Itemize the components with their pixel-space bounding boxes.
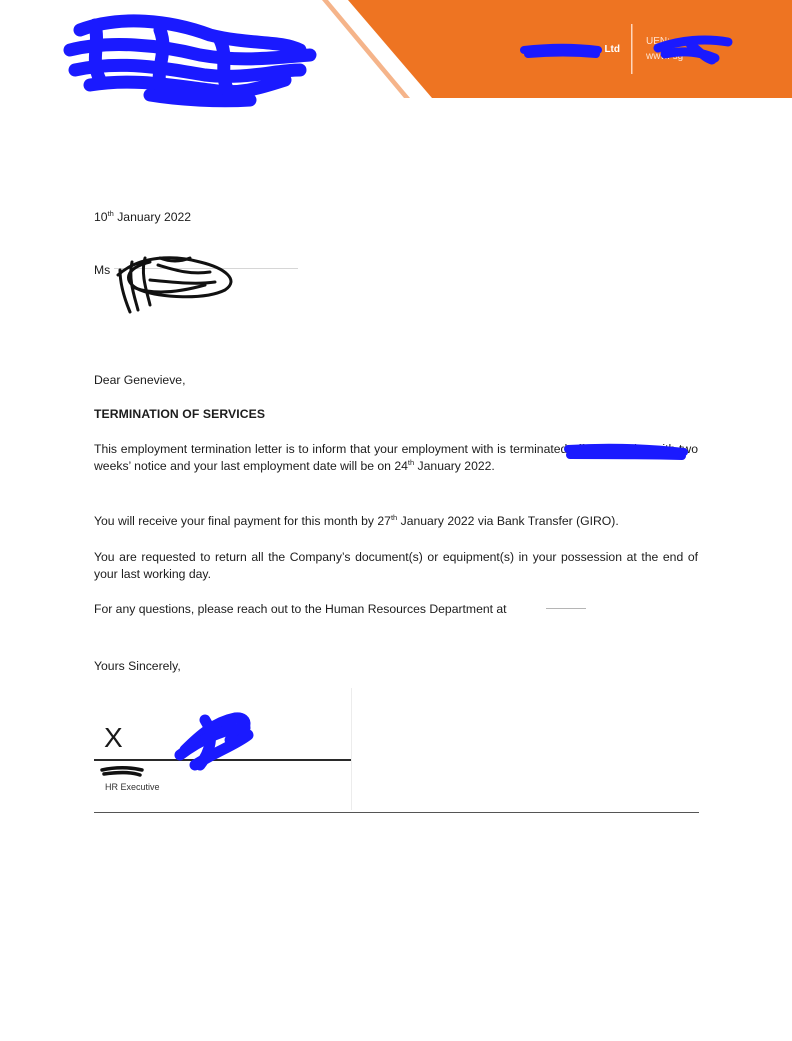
recipient-redaction: [118, 258, 231, 312]
salutation: Dear Genevieve,: [94, 373, 186, 387]
recipient-name: Ms: [94, 263, 111, 277]
recipient-underline: [114, 268, 298, 269]
closing: Yours Sincerely,: [94, 659, 181, 673]
signature-line: [94, 759, 351, 761]
signature-x-mark: X: [104, 722, 123, 753]
return-equipment-paragraph: You are requested to return all the Company’s document(s) or equipment(s) in your possession at the end of your last working day.: [94, 550, 698, 581]
letter-date: 10th January 2022: [94, 208, 192, 224]
signatory-title: HR Executive: [105, 782, 160, 792]
hr-contact-line: [546, 608, 586, 609]
letter-subject: TERMINATION OF SERVICES: [94, 407, 266, 421]
bottom-rule: [94, 812, 699, 813]
final-payment-paragraph: You will receive your final payment for this month by 27th January 2022 via Bank Transfer (GIRO).: [94, 512, 619, 528]
company-uen: UEN:: [646, 36, 670, 47]
contact-hr-paragraph: For any questions, please reach out to the Human Resources Department at: [94, 602, 507, 616]
termination-paragraph: This employment termination letter is to inform that your employment with is terminated effective today with two weeks’ notice and your last employment date will be on 24th January 2022.: [94, 442, 698, 473]
company-name: Ltd: [604, 44, 620, 55]
company-website: www. sg: [646, 51, 684, 62]
letterhead: [0, 0, 792, 105]
